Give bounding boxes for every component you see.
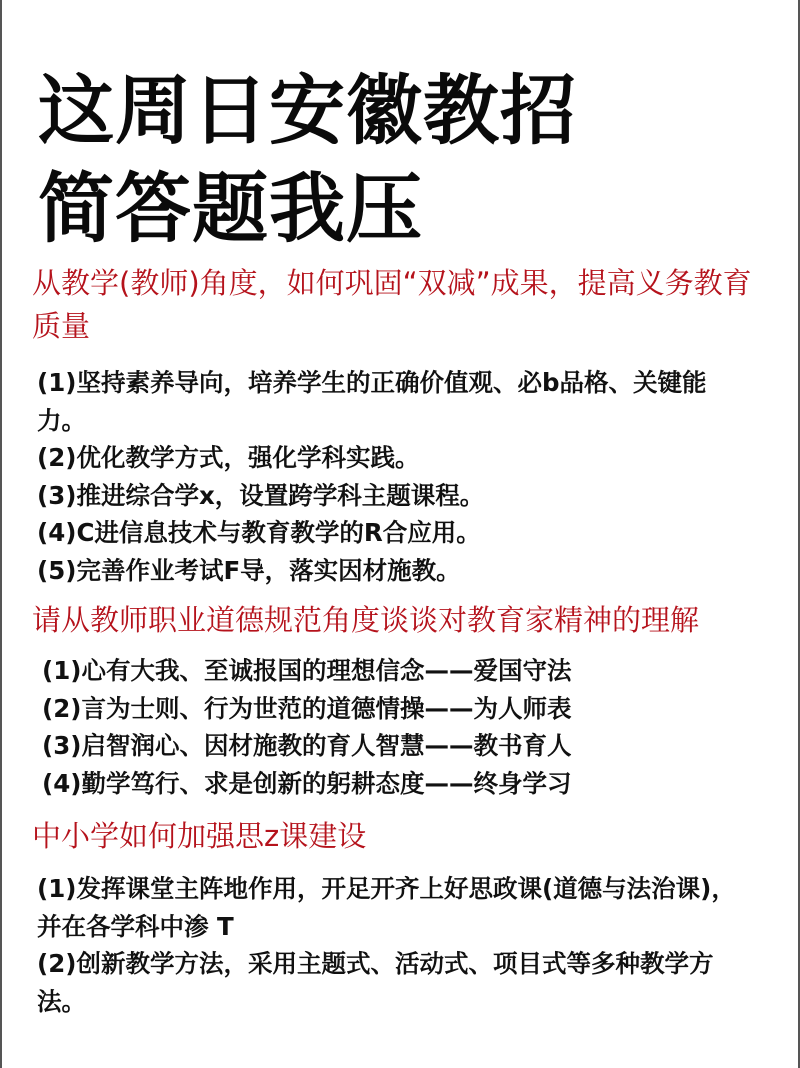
list-item: (3)推进综合学x，设置跨学科主题课程。: [37, 480, 485, 510]
list-item: (4)C进信息技术与教育教学的R合应用。: [37, 518, 481, 547]
title-line-1: 这周日安徽教招: [38, 66, 577, 155]
section-heading-educator-spirit: 请从教师职业道德规范角度谈谈对教育家精神的理解: [32, 603, 700, 637]
list-item: (2)言为士则、行为世范的道德情操——为人师表: [42, 693, 572, 723]
title-line-2: 简答题我压: [38, 164, 423, 253]
list-item: (1)坚持素养导向，培养学生的正确价值观、必b品格、关键能力。: [37, 368, 707, 435]
answer-list-double-reduction: [37, 364, 752, 589]
answer-list-ideological-course: [37, 870, 752, 1020]
list-item: (1)心有大我、至诚报国的理想信念——爱国守法: [42, 656, 572, 685]
answer-list-educator-spirit: [42, 652, 757, 802]
list-item: (2)优化教学方式，强化学科实践。: [37, 443, 420, 472]
section-heading-ideological-course: 中小学如何加强思z课建设: [32, 819, 367, 853]
list-item: (4)勤学笃行、求是创新的躬耕态度——终身学习: [42, 768, 572, 798]
section-heading-double-reduction: 从教学(教师)角度，如何巩固“双减”成果，提高义务教育质量: [32, 266, 752, 343]
list-item: (2)创新教学方法，采用主题式、活动式、项目式等多种教学方法。: [37, 949, 714, 1016]
list-item: (1)发挥课堂主阵地作用，开足开齐上好思政课(道德与法治课)，并在各学科中渗 T: [37, 874, 736, 941]
list-item: (5)完善作业考试F导，落实因材施教。: [37, 555, 461, 585]
page-title: [38, 62, 577, 258]
list-item: (3)启智润心、因材施教的育人智慧——教书育人: [42, 731, 572, 760]
